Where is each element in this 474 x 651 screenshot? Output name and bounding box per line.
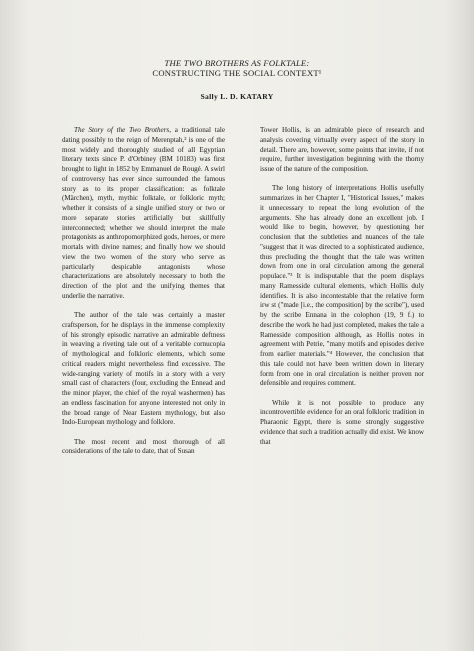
right-column (260, 126, 424, 457)
left-column (62, 126, 225, 467)
title-line-1: THE TWO BROTHERS AS FOLKTALE: (164, 58, 310, 68)
article-title (0, 58, 474, 78)
paragraph-2: The author of the tale was certainly a master craftsperson, for he displays in the immense complexity of his strongly episodic narrative an admirable deftness in weaving a riveting tale out of a veritable cornucopia of mythological and folkloric elements, which some critical readers might nevertheless find excessive. The wide-ranging variety of motifs in a story with a very small cast of characters (four, excluding the Ennead and the minor player, the chief of the royal washermen) has an endless fascination for anyone interested not only in the broad range of Near Eastern mythology, but also Indo-European mythology and folklore. (62, 311, 225, 427)
paragraph-3: The most recent and most thorough of all considerations of the tale to date, that of Susan (62, 437, 225, 456)
story-title-italic: The Story of the Two Brothers (74, 126, 170, 134)
paragraph-1-text: , a traditional tale dating possibly to the reign of Merenptah,² is one of the most widely and thoroughly studied of all Egyptian literary texts since P. d'Orbiney (BM 10183) was first brought to light in 1852 by Emmanuel de Rougé. A swirl of controversy has ever since surrounded the famous story as to its proper classification: as folktale (Märchen), myth, mythic folktale, or folkloric myth; whether it consists of a single unified story or two or more separate stories artificially but skillfully interconnected; whether we should interpret the male protagonists as anthropomorphized gods, heroes, or mere mortals with divine names; and finally how we should view the two women of the story who serve as particularly despicable antagonists whose characterizations are absolutely necessary to both the direction of the plot and the unifying themes that underlie the narrative. (62, 126, 225, 300)
author-name: Sally L. D. KATARY (200, 92, 274, 101)
paragraph-5: The long history of interpretations Hollis usefully summarizes in her Chapter I, "Historical Issues," makes it unnecessary to repeat the long evolution of the arguments. She has already done an excellent job. I would like to begin, however, by questioning her conclusion that the subtleties and nuances of the tale "suggest that it was directed to a sophisticated audience, thus precluding the thought that the tale was written down from one in oral circulation among the general populace."³ It is indisputable that the poem displays many Ramesside cultural elements, which Hollis duly identifies. It is also incontestable that the relative form irw st ("made [i.e., the composition] by the scribe"), used by the scribe Ennana in the colophon (19, 9 f.) to describe the work he had just completed, makes the tale a Ramesside composition although, as Hollis notes in agreement with Petrie, "many motifs and episodes derive from earlier materials."⁴ However, the conclusion that this tale could not have been written down in literary form from one in oral circulation is neither proven nor defensible and requires comment. (260, 184, 424, 388)
paragraph-1 (62, 126, 225, 302)
title-line-2: CONSTRUCTING THE SOCIAL CONTEXT¹ (152, 68, 322, 78)
paragraph-4: Tower Hollis, is an admirable piece of research and analysis covering virtually every aspect of the story in detail. There are, however, some points that invite, if not require, further investigation beginning with the thorny issue of the nature of the composition. (260, 126, 424, 173)
paragraph-6: While it is not possible to produce any incontrovertible evidence for an oral folkloric tradition in Pharaonic Egypt, there is some strongly suggestive evidence that such a tradition actually did exist. We know that (260, 398, 424, 446)
